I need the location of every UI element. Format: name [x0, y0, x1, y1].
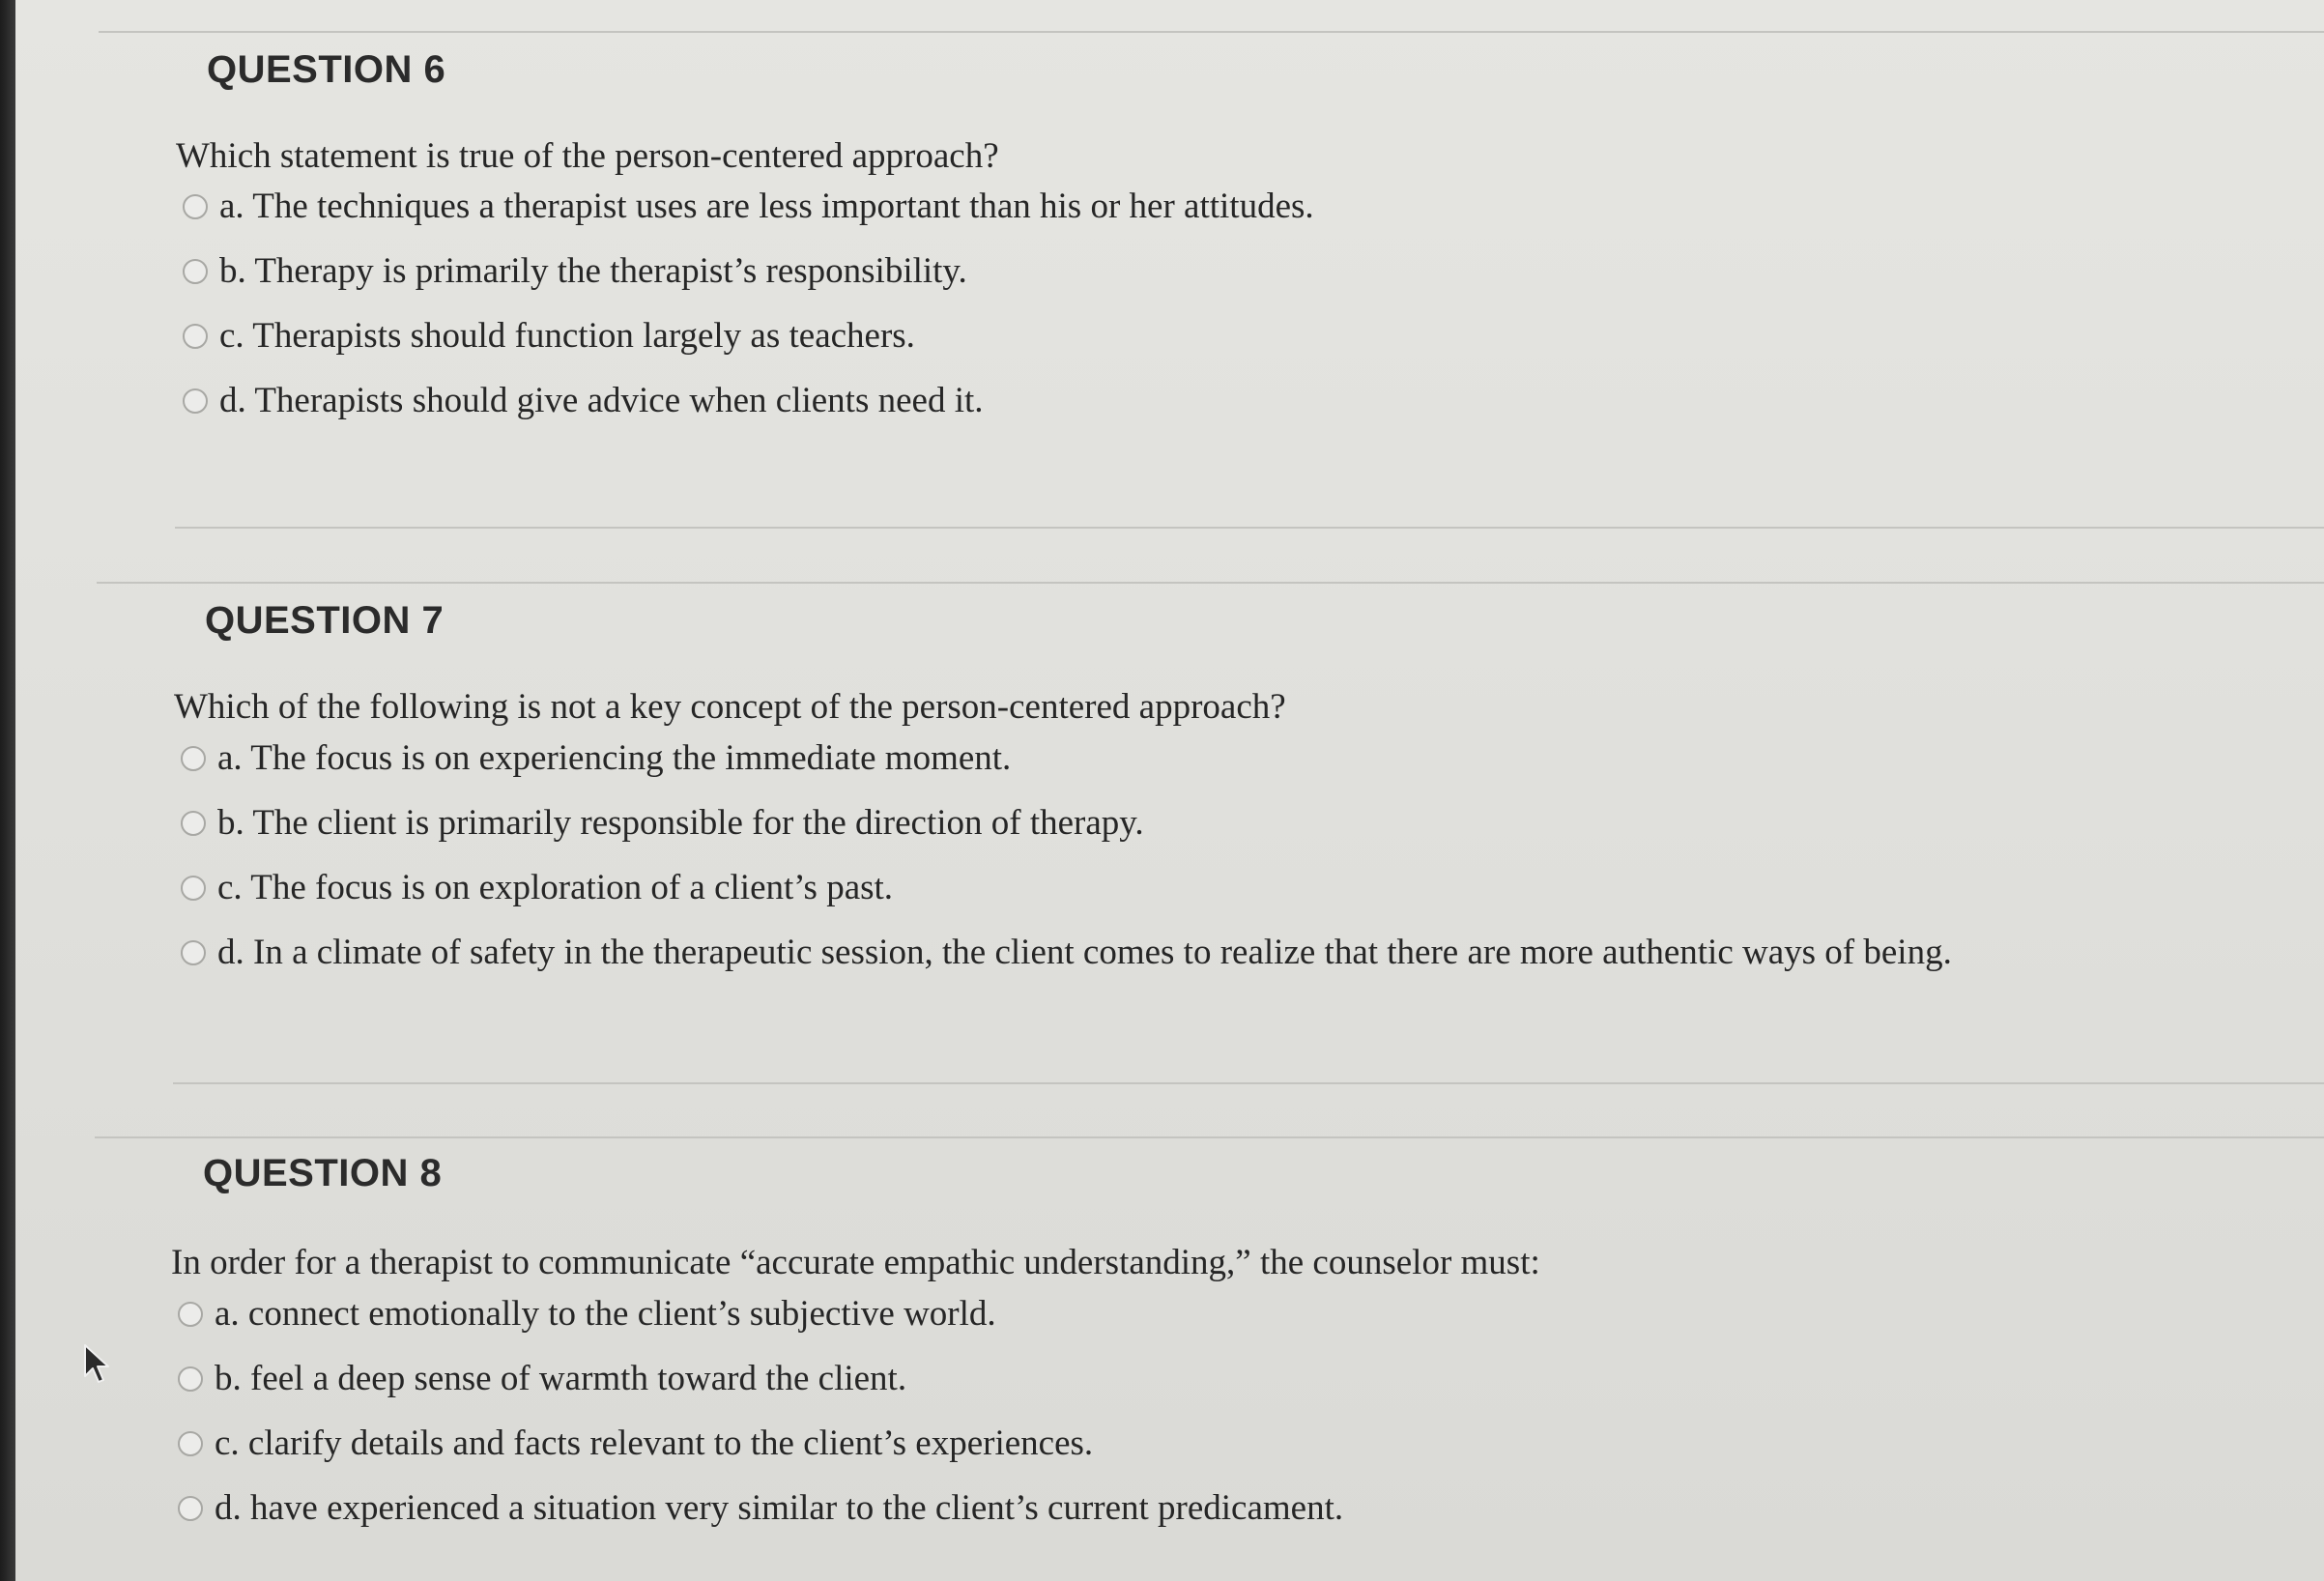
option-a[interactable]	[183, 186, 1314, 227]
option-label: c. The focus is on exploration of a client’s past.	[217, 868, 894, 907]
radio-button[interactable]	[181, 876, 206, 901]
option-b[interactable]	[181, 802, 1144, 844]
radio-button[interactable]	[178, 1431, 203, 1456]
option-d[interactable]	[178, 1487, 1343, 1529]
radio-button[interactable]	[181, 746, 206, 771]
separator	[175, 527, 2324, 529]
option-label: d. have experienced a situation very similar to the client’s current predicament.	[215, 1488, 1344, 1528]
option-a[interactable]	[178, 1293, 996, 1335]
radio-button[interactable]	[183, 194, 208, 219]
radio-button[interactable]	[178, 1366, 203, 1392]
option-label: a. The focus is on experiencing the immediate moment.	[217, 738, 1012, 778]
radio-button[interactable]	[181, 811, 206, 836]
option-label: a. The techniques a therapist uses are less important than his or her attitudes.	[219, 187, 1314, 226]
option-label: b. The client is primarily responsible for the direction of therapy.	[217, 803, 1144, 843]
question-text: Which statement is true of the person-centered approach?	[176, 136, 999, 176]
option-b[interactable]	[178, 1358, 906, 1399]
radio-button[interactable]	[178, 1496, 203, 1521]
option-label: b. Therapy is primarily the therapist’s responsibility.	[219, 251, 967, 291]
option-label: d. In a climate of safety in the therapeutic session, the client comes to realize that there are more authentic ways of being.	[217, 933, 1952, 972]
option-label: c. clarify details and facts relevant to the client’s experiences.	[215, 1423, 1094, 1463]
question-text: Which of the following is not a key concept of the person-centered approach?	[174, 687, 1286, 727]
radio-button[interactable]	[183, 259, 208, 284]
option-c[interactable]	[181, 867, 893, 908]
option-d[interactable]	[183, 380, 984, 421]
option-label: d. Therapists should give advice when clients need it.	[219, 381, 984, 420]
radio-button[interactable]	[183, 324, 208, 349]
mouse-pointer-icon	[83, 1343, 112, 1386]
radio-button[interactable]	[181, 940, 206, 965]
radio-button[interactable]	[183, 388, 208, 414]
question-text: In order for a therapist to communicate “accurate empathic understanding,” the counselor must:	[171, 1243, 1540, 1282]
question-title: QUESTION 7	[205, 599, 445, 642]
option-label: a. connect emotionally to the client’s subjective world.	[215, 1294, 996, 1334]
option-a[interactable]	[181, 737, 1011, 779]
question-title: QUESTION 8	[203, 1152, 443, 1194]
screen-bezel	[0, 0, 15, 1581]
separator	[95, 1136, 2324, 1138]
quiz-page	[15, 0, 2324, 1581]
option-c[interactable]	[183, 315, 915, 357]
separator	[173, 1082, 2324, 1084]
option-d[interactable]	[181, 932, 1952, 973]
option-label: c. Therapists should function largely as teachers.	[219, 316, 915, 356]
option-b[interactable]	[183, 250, 967, 292]
separator	[99, 31, 2324, 33]
radio-button[interactable]	[178, 1302, 203, 1327]
option-label: b. feel a deep sense of warmth toward the client.	[215, 1359, 907, 1398]
option-c[interactable]	[178, 1423, 1093, 1464]
separator	[97, 582, 2324, 584]
question-title: QUESTION 6	[207, 48, 446, 91]
